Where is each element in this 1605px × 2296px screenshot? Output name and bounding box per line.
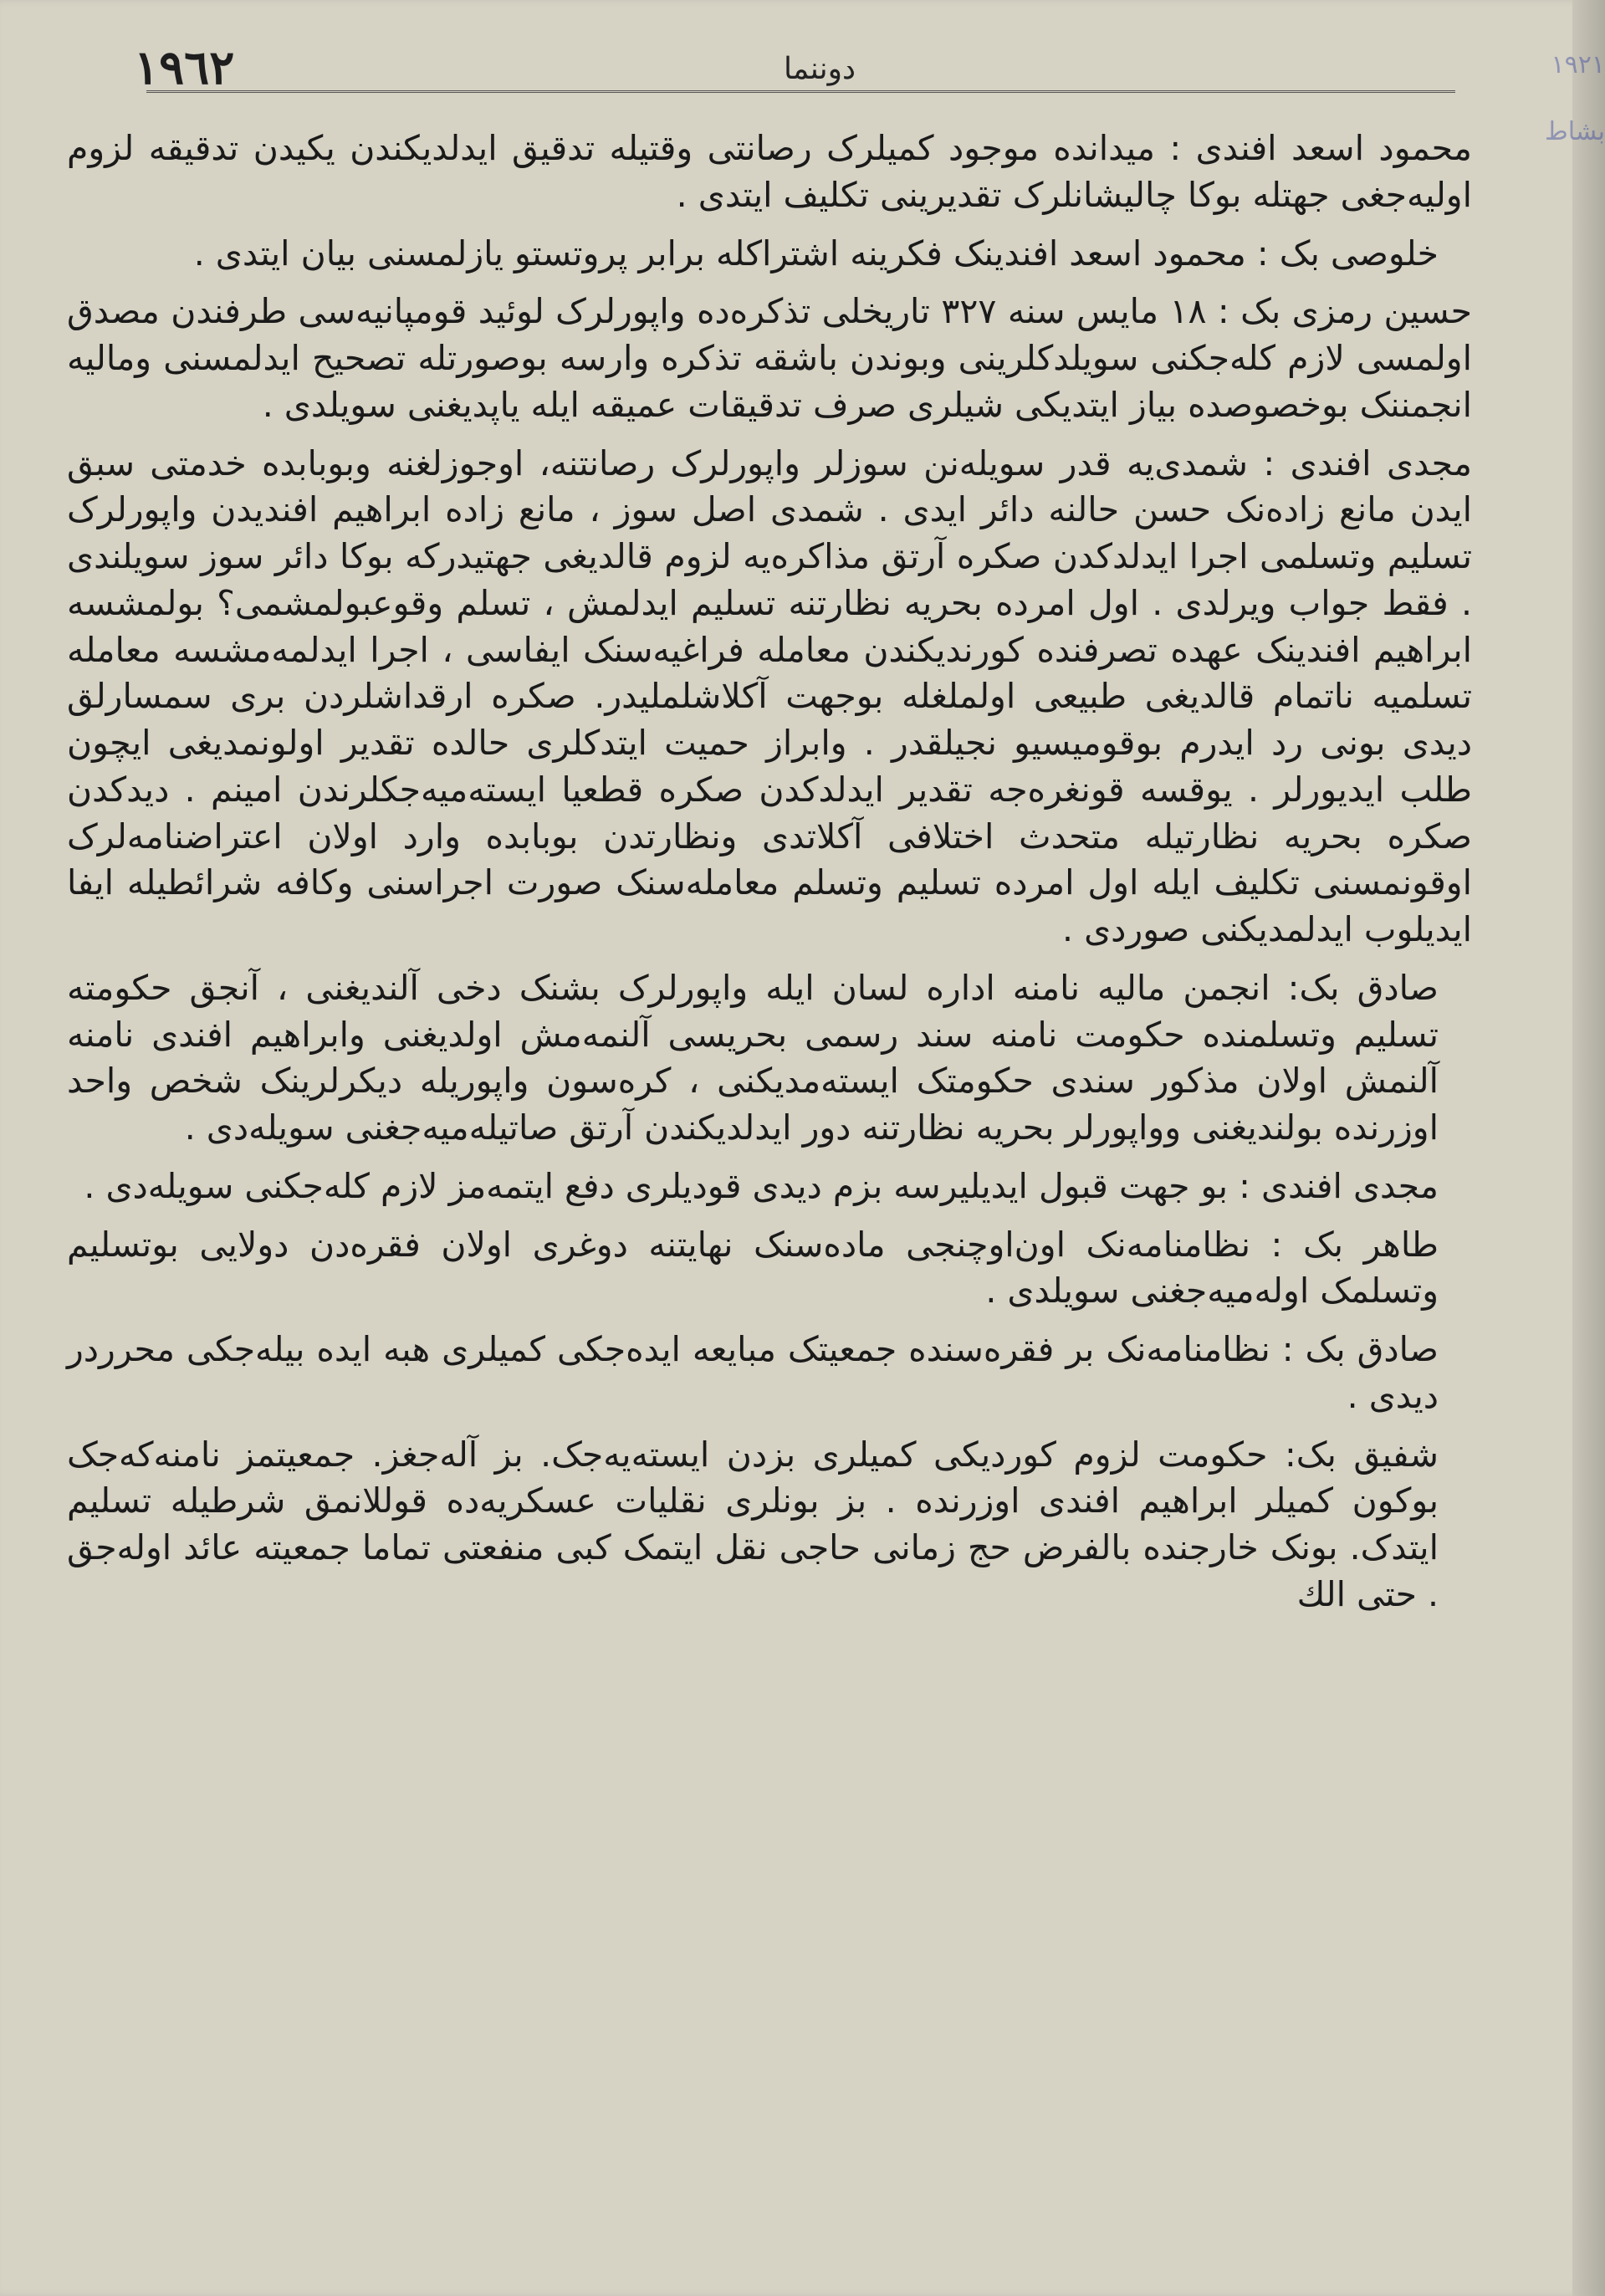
paragraph: طاهر بک : نظامنامه‌نک اون‌اوچنجی ماده‌سنک نهایتنه دوغری اولان فقره‌دن دولایی بوتسلیم وتسلمک اوله‌میه‌جغنی سویلدی . <box>67 1224 1439 1312</box>
paragraph: صادق بک: انجمن مالیه نامنه اداره لسان ایله واپورلرک بشنک دخی آلندیغنی ، آنجق حکومته تسلیم وتسلمنده حکومت نامنه سند رسمی بحریسی آلنمه‌مش اولدیغنی وابراهیم افندی نامنه آلنمش اولان مذکور سندی حکومتک ایسته‌مدیکنی ، کره‌سون واپوریله دیکرلرینک شخص واحد اوزرنده بولندیغنی وواپورلر بحریه نظارتنه دور ایدلدیکندن آرتق صاتیله‌میه‌جغنی سویله‌دی . <box>67 967 1439 1148</box>
paragraph: حسین رمزی بک : ۱۸ مایس سنه ۳۲۷ تاریخلی تذکره‌ده واپورلرک لوئید قومپانیه‌سی طرفندن مصدق اولمسی لازم کله‌جکنی سویلدکلرینی وبوندن باشقه تذکره وارسه بوصورتله تصحیح ایدلمسنی ومالیه انجمننک بوخصوصده بیاز ایتدیکی شیلری صرف تدقیقات عمیقه ایله یاپدیغنی سویلدی . <box>67 291 1472 425</box>
document-body <box>67 125 1472 1630</box>
page-number: ١٩٦٢ <box>134 40 235 95</box>
paragraph: شفیق بک: حکومت لزوم کوردیکی کمیلری بزدن ایسته‌یه‌جک. بز آله‌جغز. جمعیتمز نامنه‌که‌جک بوکون کمیلر ابراهیم افندی اوزرنده . بز بونلری نقلیات عسکریه‌ده قوللانمق شرطیله تسلیم ایتدک. بونک خارجنده بالفرض حج زمانی حاجی نقل ایتمک کبی منفعتی تماما جمعیته عائد اوله‌جق . حتی الك <box>67 1434 1439 1614</box>
running-title: دوننما <box>783 52 856 86</box>
header-rule <box>146 90 1455 93</box>
margin-note: بشاط <box>1545 117 1605 146</box>
margin-note: ۱۹۲۱ <box>1551 50 1605 79</box>
paragraph: صادق بک : نظامنامه‌نک بر فقره‌سنده جمعیتک مبایعه ایده‌جکی کمیلری هبه ایده بیله‌جکی محرردر دیدی . <box>67 1329 1439 1416</box>
paragraph: مجدی افندی : بو جهت قبول ایدیلیرسه بزم دیدی قودیلری دفع ایتمه‌مز لازم کله‌جکنی سویله‌دی . <box>84 1165 1439 1206</box>
page-edge <box>1572 0 1605 2296</box>
paragraph: مجدی افندی : شمدی‌یه قدر سویله‌نن سوزلر واپورلرک رصانتنه، اوجوزلغنه وبوبابده خدمتی سبق ایدن مانع زاده‌نک حسن حالنه دائر ایدی . شمدی اصل سوز ، مانع زاده ابراهیم افندیدن واپورلرک تسلیم وتسلمی اجرا ایدلدکدن صکره آرتق مذاکره‌یه لزوم قالدیغی جهتیدرکه بوکا دائر سوز سویلندی . فقط جواب ویرلدی . اول امرده بحریه نظارتنه تسلیم ایدلمش ، تسلم وقوعبولمشمی؟ بولمشسه ابراهیم افندینک عهده تصرفنده کورندیکندن معامله فراغیه‌سنک ایفاسی ، اجرا ایدلمه‌مشسه معامله تسلمیه ناتمام قالدیغی طبیعی اولملغله بوجهت آکلاشلملیدر. صکره ارقداشلردن بری سمسارلق دیدی بونی رد ایدرم بوقومیسیو نجیلقدر . وابراز حمیت ایتدکلری حالده تقدیر اولونمدیغی ایچون طلب ایدیورلر . یوقسه قونغره‌جه تقدیر ایدلدکدن صکره قطعیا ایسته‌میه‌جکلرندن امینم . دیدکدن صکره بحریه نظارتیله متحدث اختلافی آکلاتدی ونظارتدن بوبابده وارد اولان اعتراضنامه‌لرک اوقونمسنی تکلیف ایله اول امرده تسلیم وتسلم معامله‌سنک صورت اجراسنی وکافه شرائطیله ایفا ایدیلوب ایدلمدیکنی صوردی . <box>67 442 1472 949</box>
paragraph: محمود اسعد افندی : میدانده موجود کمیلرک رصانتی وقتیله تدقیق ایدلدیکندن یکیدن تدقیقه لزوم اولیه‌جغی جهتله بوکا چالیشانلرک تقدیرینی تکلیف ایتدی . <box>67 128 1472 215</box>
paragraph: خلوصی بک : محمود اسعد افندینک فکرینه اشتراکله برابر پروتستو یازلمسنی بیان ایتدی . <box>193 233 1439 274</box>
